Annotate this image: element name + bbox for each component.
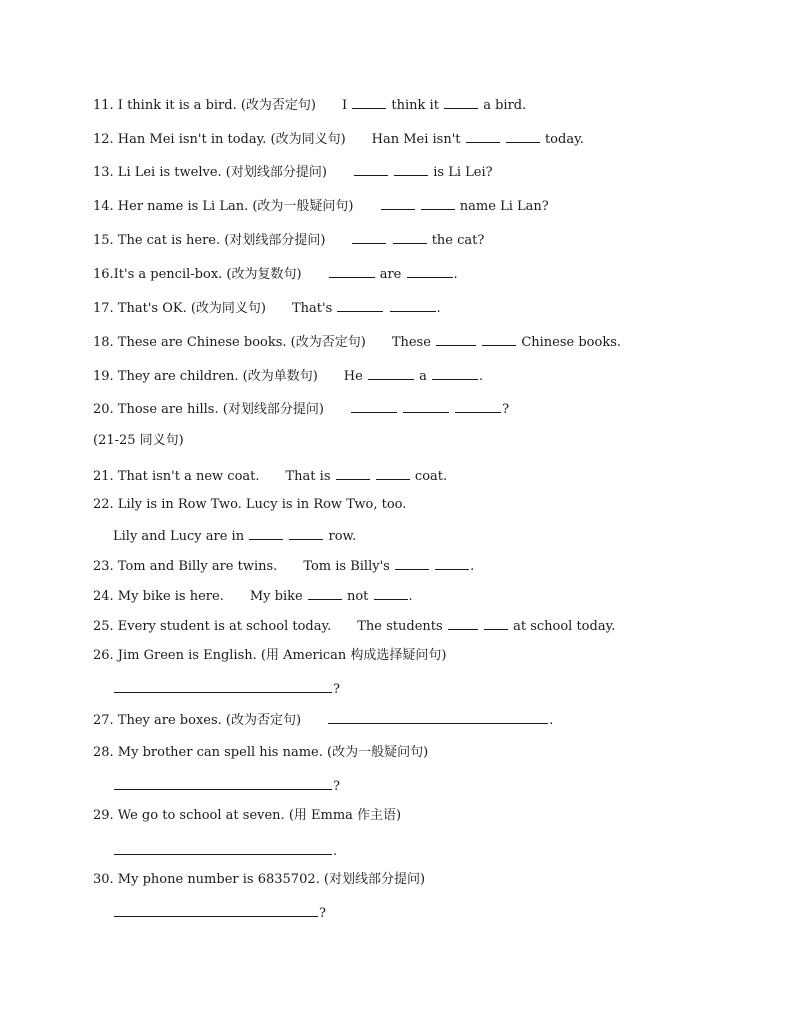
exercise-line	[93, 162, 493, 180]
exercise-line	[113, 903, 326, 921]
exercise-text	[389, 165, 393, 180]
exercise-text: 15. The cat is here. (对划线部分提问)	[93, 233, 326, 248]
exercise-text: 26. Jim Green is English. (用 American 构成选择疑问句)	[93, 648, 447, 663]
answer-blank[interactable]	[368, 366, 414, 380]
exercise-text: My bike	[249, 589, 307, 604]
exercise-text: The students	[357, 619, 447, 634]
exercise-text: think it	[387, 98, 444, 113]
exercise-text: These	[391, 335, 436, 350]
exercise-line	[93, 399, 509, 417]
answer-blank[interactable]	[421, 196, 455, 210]
exercise-line	[93, 556, 474, 574]
exercise-text	[284, 529, 288, 544]
exercise-text: a	[414, 369, 431, 384]
exercise-text: ?	[319, 906, 326, 921]
exercise-text: (21-25 同义句)	[93, 433, 184, 448]
exercise-text	[416, 199, 420, 214]
exercise-line	[93, 807, 401, 825]
exercise-line	[113, 776, 340, 794]
exercise-text: He	[343, 369, 367, 384]
answer-blank[interactable]	[352, 95, 386, 109]
exercise-text: Tom is Billy's	[303, 559, 394, 574]
answer-blank[interactable]	[337, 298, 383, 312]
answer-blank[interactable]	[381, 196, 415, 210]
answer-blank[interactable]	[114, 903, 318, 917]
exercise-line	[93, 332, 621, 350]
exercise-text: 13. Li Lei is twelve. (对划线部分提问)	[93, 165, 327, 180]
exercise-line	[93, 230, 484, 248]
exercise-text: are	[375, 267, 406, 282]
answer-blank[interactable]	[351, 399, 397, 413]
exercise-line	[93, 298, 441, 316]
exercise-text: at school today.	[508, 619, 616, 634]
exercise-text: Chinese books.	[517, 335, 622, 350]
answer-blank[interactable]	[484, 616, 508, 630]
exercise-text: name Li Lan?	[455, 199, 549, 214]
exercise-text: coat.	[410, 469, 448, 484]
exercise-text: ?	[333, 779, 340, 794]
answer-blank[interactable]	[455, 399, 501, 413]
exercise-text: 14. Her name is Li Lan. (改为一般疑问句)	[93, 199, 354, 214]
exercise-text: 17. That's OK. (改为同义句)	[93, 301, 266, 316]
exercise-text: 24. My bike is here.	[93, 589, 224, 604]
exercise-line	[93, 129, 584, 147]
exercise-text: ?	[502, 402, 510, 417]
answer-blank[interactable]	[432, 366, 478, 380]
exercise-text: .	[408, 589, 413, 604]
exercise-text	[371, 469, 375, 484]
exercise-line	[93, 264, 458, 282]
answer-blank[interactable]	[394, 162, 428, 176]
answer-blank[interactable]	[114, 841, 332, 855]
answer-blank[interactable]	[336, 466, 370, 480]
answer-blank[interactable]	[393, 230, 427, 244]
exercise-text	[450, 402, 454, 417]
exercise-text	[479, 619, 483, 634]
exercise-line	[93, 95, 526, 113]
exercise-text: That is	[285, 469, 335, 484]
exercise-text: 28. My brother can spell his name. (改为一般疑问句)	[93, 745, 429, 760]
exercise-text: 20. Those are hills. (对划线部分提问)	[93, 402, 324, 417]
exercise-line	[113, 841, 337, 859]
exercise-text: the cat?	[427, 233, 485, 248]
exercise-text: Lily and Lucy are in	[113, 529, 249, 544]
answer-blank[interactable]	[354, 162, 388, 176]
exercise-line	[93, 432, 184, 450]
answer-blank[interactable]	[444, 95, 478, 109]
exercise-text: .	[453, 267, 458, 282]
answer-blank[interactable]	[374, 586, 408, 600]
exercise-text: .	[436, 301, 441, 316]
exercise-line	[93, 496, 406, 514]
exercise-text: 21. That isn't a new coat.	[93, 469, 260, 484]
answer-blank[interactable]	[328, 710, 548, 724]
exercise-line	[93, 366, 483, 384]
exercise-text: 29. We go to school at seven. (用 Emma 作主语)	[93, 808, 402, 823]
exercise-text: I	[342, 98, 352, 113]
answer-blank[interactable]	[506, 129, 540, 143]
exercise-text	[477, 335, 481, 350]
answer-blank[interactable]	[114, 679, 332, 693]
exercise-text: today.	[540, 132, 584, 147]
answer-blank[interactable]	[403, 399, 449, 413]
exercise-text: .	[478, 369, 484, 384]
exercise-text: 22. Lily is in Row Two. Lucy is in Row Two, too.	[93, 497, 407, 512]
exercise-text: .	[333, 844, 338, 859]
exercise-text	[387, 233, 391, 248]
answer-blank[interactable]	[436, 332, 476, 346]
exercise-text: 18. These are Chinese books. (改为否定句)	[93, 335, 366, 350]
answer-blank[interactable]	[329, 264, 375, 278]
exercise-text: 23. Tom and Billy are twins.	[93, 559, 278, 574]
exercise-text: .	[470, 559, 475, 574]
exercise-text	[501, 132, 505, 147]
exercise-text: a bird.	[479, 98, 527, 113]
exercise-text	[398, 402, 402, 417]
exercise-line	[93, 710, 553, 728]
exercise-text: That's	[291, 301, 337, 316]
exercise-line	[93, 744, 428, 762]
exercise-text: Han Mei isn't	[371, 132, 465, 147]
answer-blank[interactable]	[114, 776, 332, 790]
answer-blank[interactable]	[352, 230, 386, 244]
answer-blank[interactable]	[289, 526, 323, 540]
exercise-line	[93, 616, 615, 634]
answer-blank[interactable]	[376, 466, 410, 480]
exercise-text: ?	[333, 682, 340, 697]
answer-blank[interactable]	[482, 332, 516, 346]
exercise-line	[113, 526, 356, 544]
answer-blank[interactable]	[466, 129, 500, 143]
exercise-line	[93, 871, 425, 889]
answer-blank[interactable]	[407, 264, 453, 278]
answer-blank[interactable]	[435, 556, 469, 570]
exercise-text	[430, 559, 434, 574]
exercise-text: is Li Lei?	[429, 165, 493, 180]
exercise-text: 12. Han Mei isn't in today. (改为同义句)	[93, 132, 346, 147]
exercise-line	[93, 196, 549, 214]
exercise-text: 16.It's a pencil-box. (改为复数句)	[93, 267, 302, 282]
exercise-line	[93, 647, 447, 665]
exercise-text: row.	[324, 529, 357, 544]
exercise-text: 11. I think it is a bird. (改为否定句)	[93, 98, 316, 113]
exercise-text: 30. My phone number is 6835702. (对划线部分提问)	[93, 872, 426, 887]
exercise-text: 19. They are children. (改为单数句)	[93, 369, 318, 384]
exercise-line	[93, 586, 413, 604]
exercise-text: not	[342, 589, 373, 604]
exercise-text	[384, 301, 388, 316]
exercise-text: 25. Every student is at school today.	[93, 619, 332, 634]
answer-blank[interactable]	[395, 556, 429, 570]
exercise-line	[113, 679, 340, 697]
exercise-text: .	[549, 713, 554, 728]
exercise-text: 27. They are boxes. (改为否定句)	[93, 713, 302, 728]
answer-blank[interactable]	[249, 526, 283, 540]
answer-blank[interactable]	[448, 616, 478, 630]
answer-blank[interactable]	[390, 298, 436, 312]
exercise-line	[93, 466, 447, 484]
answer-blank[interactable]	[308, 586, 342, 600]
